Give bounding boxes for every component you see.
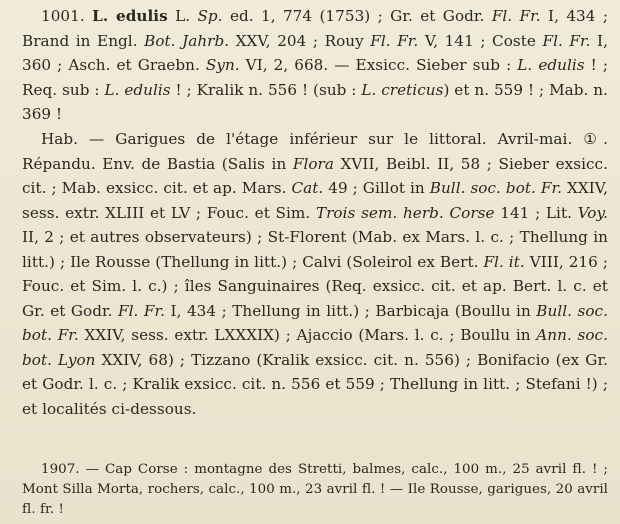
species-name: L. edulis bbox=[92, 7, 168, 25]
ref-title: Sp. bbox=[197, 7, 223, 25]
ref-title: Fl. Fr. bbox=[118, 301, 166, 320]
exsiccata-paragraph: 1907. — Cap Corse : montagne des Stretti, balmes, calc., 100 m., 25 avril fl. ! ; Mont Silla Morta, rochers, calc., 100 m., 23 avril fl. ! — Ile Rousse, garigues, 20 avril fl. fr. ! bbox=[22, 462, 608, 517]
taxon-name: L. edulis bbox=[517, 56, 585, 74]
taxon-name: L. creticus bbox=[361, 80, 444, 99]
hab-text: I, 434 ; Thellung in litt.) ; Barbicaja (Boullu in bbox=[165, 301, 537, 320]
ref-title: Bot. Jahrb. bbox=[144, 31, 230, 50]
ref-text: ! ; Kralik n. 556 ! (sub : bbox=[170, 80, 362, 99]
ref-title: Fl. Fr. bbox=[491, 7, 541, 25]
hab-text: VIII, 216 ; Fouc. et Sim. l. c.) ; îles Sanguinaires (Req. exsicc. cit. et ap. Bert. l. c. et Gr. et Godr. bbox=[22, 252, 608, 320]
ref-title: Fl. it. bbox=[483, 252, 525, 271]
habitat-paragraph bbox=[22, 127, 608, 421]
species-paragraph bbox=[22, 4, 608, 127]
hab-text: II, 2 ; et autres observateurs) ; St-Florent (Mab. ex Mars. l. c. ; Thellung in litt.) ; Ile Rousse (Thellung in litt.) ; Calvi (Soleirol ex Bert. bbox=[22, 228, 608, 271]
hab-text: XXIV, sess. extr. LXXXIX) ; Ajaccio (Mars. l. c. ; Boullu in bbox=[78, 326, 537, 344]
entry-number: 1001. bbox=[41, 7, 85, 25]
ref-text: ) et n. 559 ! ; Mab. n. 369 ! bbox=[22, 80, 609, 123]
ref-text: I, 434 ; Brand in Engl. bbox=[22, 7, 608, 50]
hab-text: 141 ; Lit. bbox=[494, 203, 578, 222]
ref-text: L. bbox=[167, 7, 198, 25]
ref-title: Bull. soc. bot. Fr. bbox=[429, 179, 562, 197]
hab-text: Hab. — Garigues de l'étage inférieur sur le littoral. Avril-mai. ①. Répandu. Env. de Bastia (Salis in bbox=[22, 130, 608, 173]
ref-title: Fl. Fr. bbox=[370, 31, 419, 50]
ref-title: Voy. bbox=[577, 203, 608, 222]
ref-text: XXV, 204 ; Rouy bbox=[229, 31, 371, 50]
ref-text: ! ; Req. sub : bbox=[22, 56, 608, 99]
exsiccata-entry bbox=[22, 460, 608, 520]
ref-text: ed. 1, 774 (1753) ; Gr. et Godr. bbox=[222, 7, 492, 25]
habitat-entry bbox=[22, 127, 608, 421]
ref-title: Trois sem. herb. Corse bbox=[315, 203, 495, 222]
hab-text: XXIV, sess. extr. XLIII et LV ; Fouc. et Sim. bbox=[22, 179, 608, 222]
ref-title: Fl. Fr. bbox=[542, 31, 591, 50]
ref-text: V, 141 ; Coste bbox=[418, 31, 543, 50]
ref-text: VI, 2, 668. — Exsicc. Sieber sub : bbox=[239, 56, 518, 74]
ref-title: Ann. soc. bot. Lyon bbox=[22, 326, 608, 369]
ref-text: I, 360 ; Asch. et Graebn. bbox=[22, 31, 608, 74]
ref-title: Flora bbox=[292, 154, 334, 173]
ref-title: Cat. bbox=[291, 179, 324, 197]
ref-title: Bull. soc. bot. Fr. bbox=[22, 301, 608, 344]
ref-title: Syn. bbox=[205, 56, 240, 74]
hab-text: XXIV, 68) ; Tizzano (Kralik exsicc. cit. n. 556) ; Bonifacio (ex Gr. et Godr. l. c. ; Kralik exsicc. cit. n. 556 et 559 ; Thellung in litt. ; Stefani !) ; et localités ci-dessous. bbox=[22, 350, 608, 418]
species-entry bbox=[22, 4, 608, 127]
hab-text: 49 ; Gillot in bbox=[323, 179, 430, 197]
hab-text: XVII, Beibl. II, 58 ; Sieber exsicc. cit. ; Mab. exsicc. cit. et ap. Mars. bbox=[22, 154, 608, 197]
taxon-name: L. edulis bbox=[104, 80, 171, 99]
